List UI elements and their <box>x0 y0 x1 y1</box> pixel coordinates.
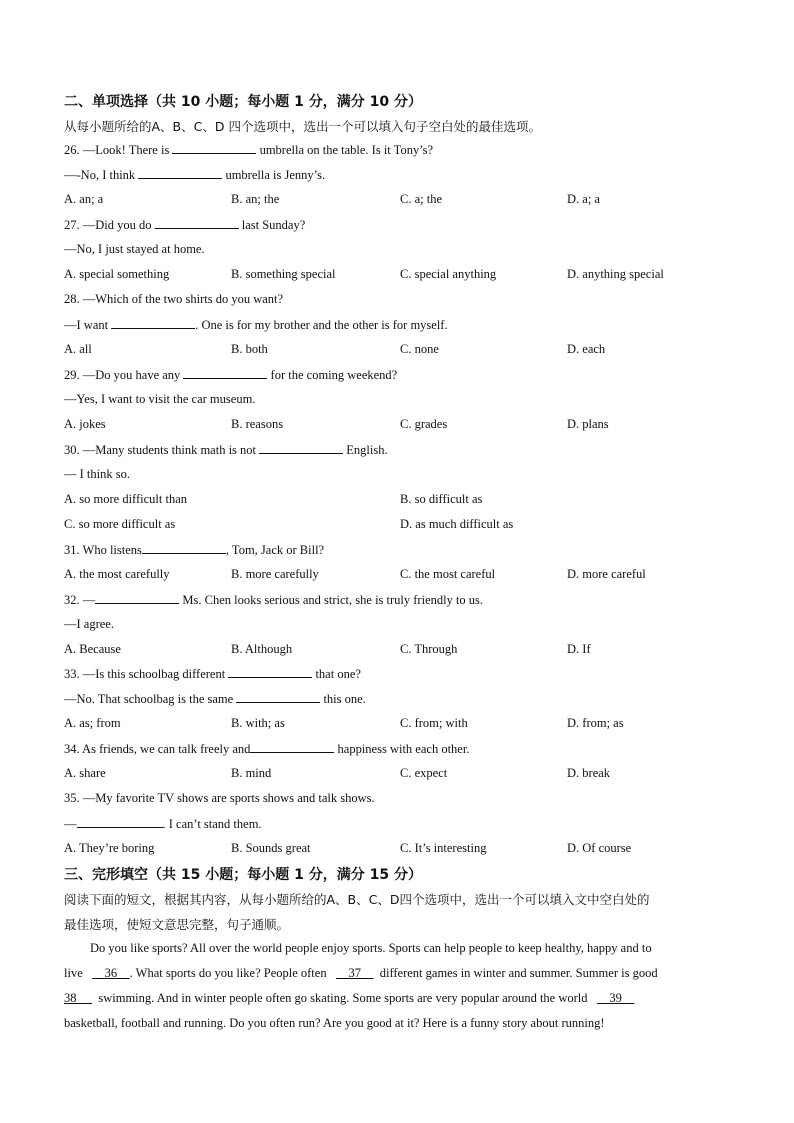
blank-38 <box>64 991 92 1005</box>
option-a: A. jokes <box>64 417 106 431</box>
option-b: B. both <box>231 342 268 356</box>
option-b: B. mind <box>231 766 272 780</box>
passage-text: different games in winter and summer. Summer is good <box>379 966 658 980</box>
option-a: A. an; a <box>64 192 104 206</box>
question-text: umbrella is Jenny’s. <box>225 168 326 182</box>
question-text: 32. — <box>64 593 96 607</box>
option-b: B. so difficult as <box>400 492 483 506</box>
question-text: . One is for my brother and the other is for myself. <box>195 318 448 332</box>
question-27 <box>64 217 305 233</box>
option-d: D. anything special <box>567 267 664 281</box>
answer-blank <box>77 816 163 828</box>
question-35: 35. —My favorite TV shows are sports shows and talk shows. <box>64 791 375 805</box>
question-30 <box>64 442 388 458</box>
option-d: D. more careful <box>567 567 646 581</box>
question-text: 27. —Did you do <box>64 218 152 232</box>
option-d: D. break <box>567 766 611 780</box>
question-32-reply: —I agree. <box>64 617 114 631</box>
answer-blank <box>259 442 343 454</box>
question-text: last Sunday? <box>241 218 306 232</box>
question-text: . I can’t stand them. <box>162 817 262 831</box>
passage-line: Do you like sports? All over the world people enjoy sports. Sports can help people to keep healthy, happy and to <box>90 941 652 955</box>
blank-36 <box>92 966 130 980</box>
option-c: C. Through <box>400 642 458 656</box>
question-text: , Tom, Jack or Bill? <box>225 543 325 557</box>
question-30-reply: — I think so. <box>64 467 130 481</box>
blank-number: 36 <box>104 966 118 980</box>
option-b: B. an; the <box>231 192 280 206</box>
question-29-reply: —Yes, I want to visit the car museum. <box>64 392 256 406</box>
option-a: A. as; from <box>64 716 121 730</box>
question-28-reply <box>64 317 448 333</box>
option-b: B. reasons <box>231 417 284 431</box>
question-text: 26. —Look! There is <box>64 143 170 157</box>
answer-blank <box>155 217 239 229</box>
question-28: 28. —Which of the two shirts do you want? <box>64 292 284 306</box>
question-text: English. <box>346 443 388 457</box>
blank-number: 37 <box>348 966 361 980</box>
option-a: A. special something <box>64 267 170 281</box>
option-d: D. as much difficult as <box>400 517 514 531</box>
option-a: A. so more difficult than <box>64 492 188 506</box>
option-c: C. expect <box>400 766 448 780</box>
question-35-reply <box>64 816 262 832</box>
section-2-instruction: 从每小题所给的A、B、C、D 四个选项中，选出一个可以填入句子空白处的最佳选项。 <box>64 119 541 134</box>
option-d: D. If <box>567 642 591 656</box>
question-26 <box>64 142 433 158</box>
option-d: D. from; as <box>567 716 624 730</box>
question-text: — <box>64 817 77 831</box>
option-b: B. Although <box>231 642 293 656</box>
option-c: C. from; with <box>400 716 468 730</box>
option-a: A. share <box>64 766 106 780</box>
question-text: happiness with each other. <box>337 742 470 756</box>
question-text: this one. <box>323 692 366 706</box>
option-c: C. a; the <box>400 192 443 206</box>
option-a: A. Because <box>64 642 121 656</box>
answer-blank <box>250 741 334 753</box>
question-27-reply: —No, I just stayed at home. <box>64 242 205 256</box>
option-c: C. none <box>400 342 439 356</box>
question-text: 34. As friends, we can talk freely and <box>64 742 251 756</box>
question-text: 30. —Many students think math is not <box>64 443 257 457</box>
passage-line: basketball, football and running. Do you often run? Are you good at it? Here is a funny story about running! <box>64 1016 605 1030</box>
passage-line <box>64 966 726 981</box>
section-2-title: 二、单项选择（共 10 小题；每小题 1 分，满分 10 分） <box>64 94 422 110</box>
option-b: B. something special <box>231 267 336 281</box>
option-b: B. with; as <box>231 716 285 730</box>
blank-number: 39 <box>609 991 622 1005</box>
option-b: B. more carefully <box>231 567 319 581</box>
passage-line <box>64 991 726 1006</box>
section-3-instruction-cont: 最佳选项，使短文意思完整，句子通顺。 <box>64 917 290 932</box>
question-text: that one? <box>315 667 361 681</box>
section-3-instruction: 阅读下面的短文，根据其内容，从每小题所给的A、B、C、D四个选项中，选出一个可以填入文中空白处的 <box>64 892 650 907</box>
question-text: —No. That schoolbag is the same <box>64 692 234 706</box>
option-c: C. the most careful <box>400 567 496 581</box>
section-3-title: 三、完形填空（共 15 小题；每小题 1 分，满分 15 分） <box>64 867 422 883</box>
question-33-reply <box>64 691 366 707</box>
option-a: A. all <box>64 342 92 356</box>
answer-blank <box>228 666 312 678</box>
question-31 <box>64 542 324 558</box>
answer-blank <box>236 691 320 703</box>
option-d: D. a; a <box>567 192 600 206</box>
answer-blank <box>142 542 226 554</box>
option-c: C. It’s interesting <box>400 841 487 855</box>
answer-blank <box>95 592 179 604</box>
passage-text: . What sports do you like? People often <box>129 966 327 980</box>
question-33 <box>64 666 361 682</box>
question-26-reply <box>64 167 325 183</box>
question-text: 33. —Is this schoolbag different <box>64 667 226 681</box>
blank-37 <box>336 966 374 980</box>
option-c: C. grades <box>400 417 448 431</box>
question-29 <box>64 367 397 383</box>
option-a: A. They’re boring <box>64 841 155 855</box>
option-d: D. each <box>567 342 606 356</box>
question-text: for the coming weekend? <box>270 368 398 382</box>
question-32 <box>64 592 483 608</box>
passage-text: live <box>64 966 83 980</box>
question-text: —I want <box>64 318 109 332</box>
answer-blank <box>172 142 256 154</box>
question-text: —-No, I think <box>64 168 136 182</box>
blank-39 <box>597 991 635 1005</box>
option-d: D. plans <box>567 417 609 431</box>
blank-number: 38 <box>64 991 77 1005</box>
option-b: B. Sounds great <box>231 841 311 855</box>
question-34 <box>64 741 469 757</box>
answer-blank <box>183 367 267 379</box>
answer-blank <box>111 317 195 329</box>
question-text: 31. Who listens <box>64 543 142 557</box>
answer-blank <box>138 167 222 179</box>
option-d: D. Of course <box>567 841 632 855</box>
option-c: C. special anything <box>400 267 497 281</box>
question-text: Ms. Chen looks serious and strict, she is truly friendly to us. <box>182 593 484 607</box>
passage-text: swimming. And in winter people often go skating. Some sports are very popular around the world <box>98 991 588 1005</box>
option-a: A. the most carefully <box>64 567 170 581</box>
question-text: umbrella on the table. Is it Tony’s? <box>259 143 434 157</box>
question-text: 29. —Do you have any <box>64 368 181 382</box>
option-c: C. so more difficult as <box>64 517 176 531</box>
